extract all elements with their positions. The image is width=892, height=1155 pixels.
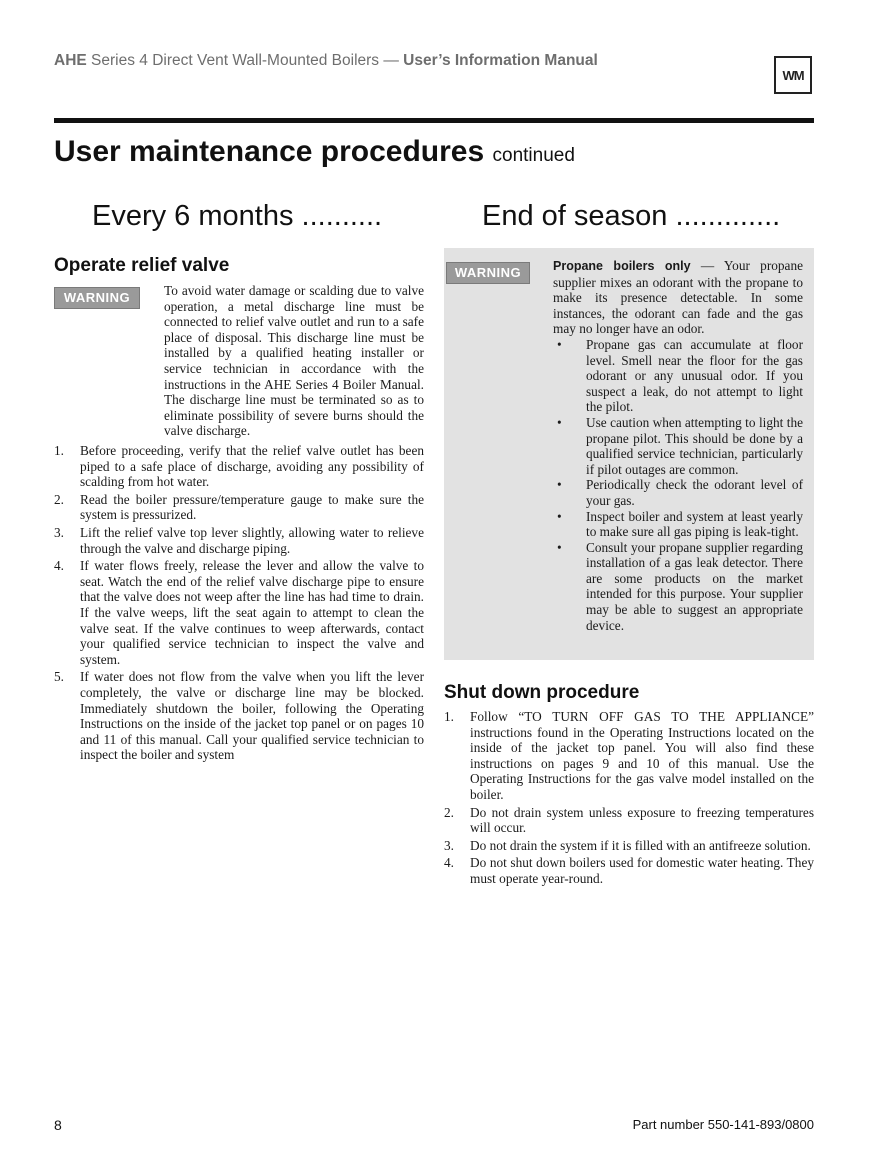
list-item [553,415,803,477]
bullet-icon: • [557,414,562,430]
propane-warning-text [553,258,803,633]
step-number: 3. [444,837,454,853]
shut-down-steps [444,709,814,889]
bullet-icon: • [557,539,562,555]
bullet-text: Use caution when attempting to light the propane pilot. This should be done by a qualified service technician, particularly if pilot outages are common. [586,414,803,477]
step-text: Do not drain system unless exposure to freezing temperatures will occur. [470,804,814,836]
step-number: 5. [54,669,64,685]
right-warning-badge: WARNING [446,262,530,284]
page-title-continued: continued [492,145,575,166]
header-series-bold: AHE [54,52,87,69]
step-text: Read the boiler pressure/temperature gauge to make sure the system is pressurized. [80,491,424,523]
relief-valve-heading: Operate relief valve [54,255,230,276]
list-item [54,669,424,763]
step-text: Do not shut down boilers used for domestic water heating. They must operate year-round. [470,855,814,886]
header-series-rest: Series 4 Direct Vent Wall-Mounted Boilers — [86,52,404,69]
left-warning-text: To avoid water damage or scalding due to valve operation, a metal discharge line must be connected to relief valve outlet and run to a safe place of disposal. This discharge line must be installed by a qualified heating installer or service technician in accordance with the instructions in the AHE Series 4 Boiler Manual. The discharge line must be terminated so as to eliminate possibility of severe burns should the valve discharge. [164,283,424,439]
page-title-main: User maintenance procedures [54,135,485,168]
list-item [54,443,424,490]
part-number: Part number 550-141-893/0800 [632,1117,814,1132]
step-number: 4. [444,855,454,871]
bullet-icon: • [557,336,562,352]
step-number: 4. [54,558,64,574]
list-item [54,492,424,523]
left-column-title: Every 6 months .......... [92,200,383,232]
propane-intro-text: — Your propane supplier mixes an odorant with the propane to make its presence detectable. In some instances, the odorant can fade and the gas may no longer have an odor. [553,258,803,337]
bullet-text: Propane gas can accumulate at floor level. Smell near the floor for the gas odorant or any unusual odor. If you suspect a leak, do not attempt to light the pilot. [586,336,803,415]
list-item [553,477,803,508]
step-text: Lift the relief valve top lever slightly, allowing water to relieve through the valve and discharge piping. [80,524,424,556]
left-warning-badge: WARNING [54,287,140,309]
page-title [54,135,575,169]
propane-lead: Propane boilers only [553,259,691,273]
list-item [553,540,803,634]
list-item [54,525,424,556]
relief-valve-steps [54,443,424,765]
list-item [444,805,814,836]
propane-bullets [553,337,803,633]
right-column-title: End of season ............. [482,200,781,232]
brand-logo: WM [774,56,812,94]
step-text: If water does not flow from the valve when you lift the lever completely, the valve or discharge line may be blocked. Immediately shutdown the boiler, following the Operating Instructions on the inside of the jacket top panel or on pages 10 and 11 of this manual. Call your qualified service technician to inspect the boiler and system [80,669,424,763]
list-item [54,558,424,667]
list-item [553,337,803,415]
shut-down-heading: Shut down procedure [444,682,640,703]
list-item [444,838,814,854]
page-number: 8 [54,1117,62,1133]
header-manual-bold: User’s Information Manual [403,52,598,69]
step-text: Do not drain the system if it is filled with an antifreeze solution. [470,837,811,853]
step-text: Before proceeding, verify that the relief valve outlet has been piped to a safe place of discharge, avoiding any possibility of scalding from hot water. [80,443,424,490]
bullet-text: Consult your propane supplier regarding installation of a gas leak detector. There are some products on the market intended for this purpose. Your supplier may be able to suggest an appropriate device. [586,539,803,633]
list-item [444,709,814,803]
step-number: 1. [444,709,454,724]
step-number: 2. [444,804,454,820]
header-rule [54,118,814,123]
step-number: 3. [54,524,64,540]
step-text: If water flows freely, release the lever and allow the valve to seat. Watch the end of the relief valve discharge pipe to ensure that the valve does not weep after the line has had time to drain. If the valve weeps, lift the seat again to attempt to clean the valve seat. If the valve continues to weep afterwards, contact your qualified service technician to inspect the valve and system. [80,558,424,667]
bullet-text: Inspect boiler and system at least yearly to make sure all gas piping is leak-tight. [586,508,803,540]
step-number: 2. [54,491,64,507]
bullet-icon: • [557,477,562,493]
bullet-text: Periodically check the odorant level of your gas. [586,477,803,508]
step-text: Follow “TO TURN OFF GAS TO THE APPLIANCE” instructions found in the Operating Instructions located on the inside of the jacket top panel. You will also find these instructions on pages 9 and 10 of this manual. Use the Operating Instructions for the gas valve model installed on the boiler. [470,709,814,802]
running-header [54,52,764,70]
step-number: 1. [54,443,64,458]
list-item [444,855,814,886]
propane-intro [553,258,803,337]
list-item [553,509,803,540]
bullet-icon: • [557,508,562,524]
